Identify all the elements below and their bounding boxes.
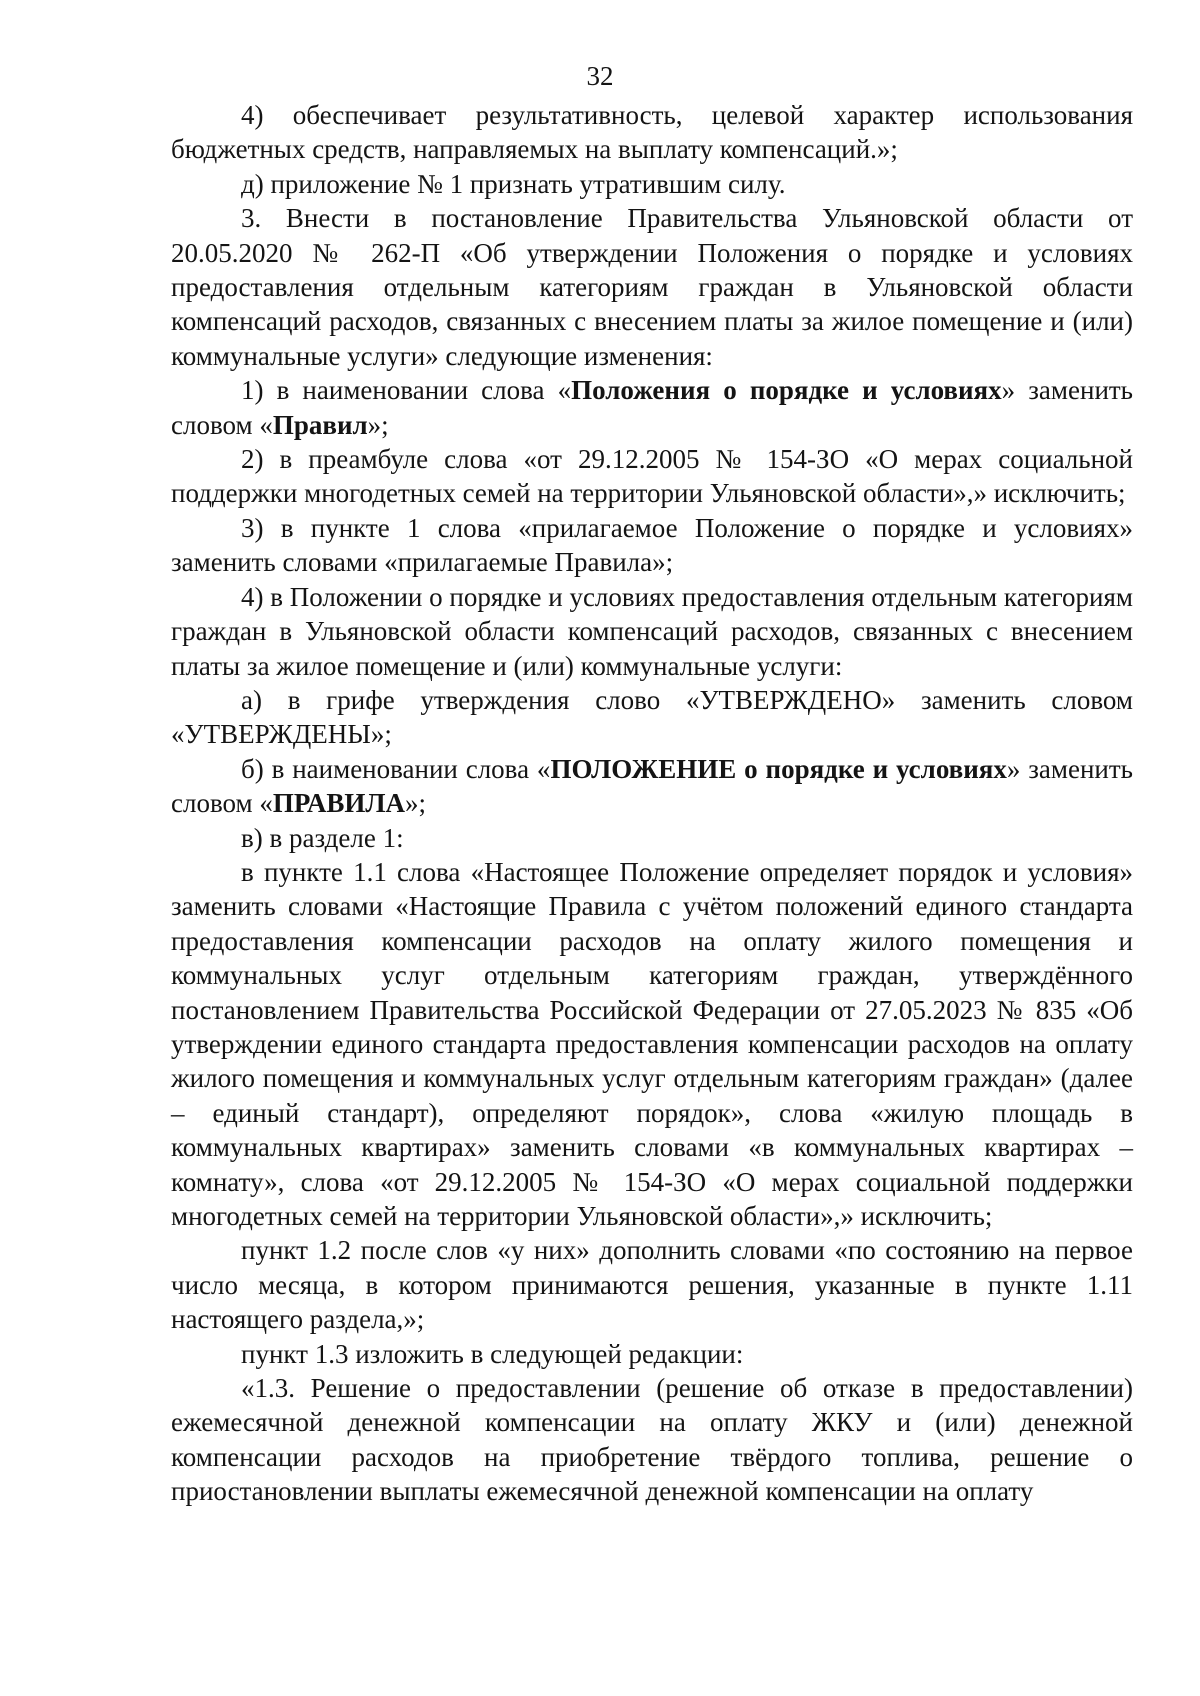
paragraph-text: д) приложение № 1 признать утратившим силу. xyxy=(241,168,786,199)
paragraph-text: пункт 1.3 изложить в следующей редакции: xyxy=(241,1338,744,1369)
paragraph-text: 2) в преамбуле слова «от 29.12.2005 № 154-ЗО «О мерах социальной поддержки многодетных семей на территории Ульяновской области»,» исключить; xyxy=(171,444,1133,509)
bold-text: Правил xyxy=(272,409,368,440)
paragraph xyxy=(171,580,1133,683)
paragraph xyxy=(171,98,1133,167)
paragraph xyxy=(171,683,1133,752)
paragraph xyxy=(171,821,1133,855)
paragraph-text: 4) в Положении о порядке и условиях предоставления отдельным категориям граждан в Ульяновской области компенсаций расходов, связанных с внесением платы за жилое помещение и (или) коммунальные услуги: xyxy=(171,581,1133,681)
bold-text: ПРАВИЛА xyxy=(272,788,406,819)
paragraph xyxy=(171,167,1133,201)
paragraph-text: в пункте 1.1 слова «Настоящее Положение определяет порядок и условия» заменить словами «Настоящие Правила с учётом положений единого стандарта предоставления компенсации расходов на оплату жилого помещения и коммунальных услуг отдельным категориям граждан, утверждённого постановлением Правительства Российской Федерации от 27.05.2023 № 835 «Об утверждении единого стандарта предоставления компенсации расходов на оплату жилого помещения и коммунальных услуг отдельным категориям граждан» (далее – единый стандарт), определяют порядок», слова «жилую площадь в коммунальных квартирах» заменить словами «в коммунальных квартирах – комнату», слова «от 29.12.2005 № 154-ЗО «О мерах социальной поддержки многодетных семей на территории Ульяновской области»,» исключить; xyxy=(171,856,1133,1231)
paragraph-text: »; xyxy=(367,409,389,440)
paragraph-text: пункт 1.2 после слов «у них» дополнить словами «по состоянию на первое число месяца, в котором принимаются решения, указанные в пункте 1.11 настоящего раздела,»; xyxy=(171,1235,1133,1335)
paragraph-text: в) в разделе 1: xyxy=(241,822,404,853)
bold-text: ПОЛОЖЕНИЕ о порядке и условиях xyxy=(550,753,1007,784)
paragraph-text: 1) в наименовании слова « xyxy=(241,375,572,406)
paragraph xyxy=(171,442,1133,511)
paragraph-text: «1.3. Решение о предоставлении (решение об отказе в предоставлении) ежемесячной денежной компенсации на оплату ЖКУ и (или) денежной компенсации расходов на приобретение твёрдого топлива, решение о приостановлении выплаты ежемесячной денежной компенсации на оплату xyxy=(171,1373,1133,1507)
bold-text: Положения о порядке и условиях xyxy=(571,375,1002,406)
page-number: 32 xyxy=(586,61,614,91)
paragraph xyxy=(171,511,1133,580)
paragraph xyxy=(171,1233,1133,1336)
paragraph xyxy=(171,752,1133,821)
paragraph xyxy=(171,373,1133,442)
paragraph-text: а) в грифе утверждения слово «УТВЕРЖДЕНО» заменить словом «УТВЕРЖДЕНЫ»; xyxy=(171,684,1133,750)
paragraph-text: б) в наименовании слова « xyxy=(241,753,551,784)
paragraph xyxy=(171,1371,1133,1509)
paragraph xyxy=(171,201,1133,373)
paragraph-text: »; xyxy=(405,788,427,819)
paragraph xyxy=(171,1337,1133,1371)
paragraph-text: » заменить словом « xyxy=(171,375,1133,440)
paragraph-text: 4) обеспечивает результативность, целевой характер использования бюджетных средств, направляемых на выплату компенсаций.»; xyxy=(171,100,1133,165)
paragraph-text: 3. Внести в постановление Правительства Ульяновской области от 20.05.2020 № 262-П «Об утверждении Положения о порядке и условиях предоставления отдельным категориям граждан в Ульяновской области компенсаций расходов, связанных с внесением платы за жилое помещение и (или) коммунальные услуги» следующие изменения: xyxy=(171,203,1133,371)
document-body xyxy=(171,98,1133,1509)
paragraph xyxy=(171,855,1133,1233)
paragraph-text: 3) в пункте 1 слова «прилагаемое Положение о порядке и условиях» заменить словами «прилагаемые Правила»; xyxy=(171,512,1133,578)
paragraph-text: » заменить словом « xyxy=(171,753,1133,819)
